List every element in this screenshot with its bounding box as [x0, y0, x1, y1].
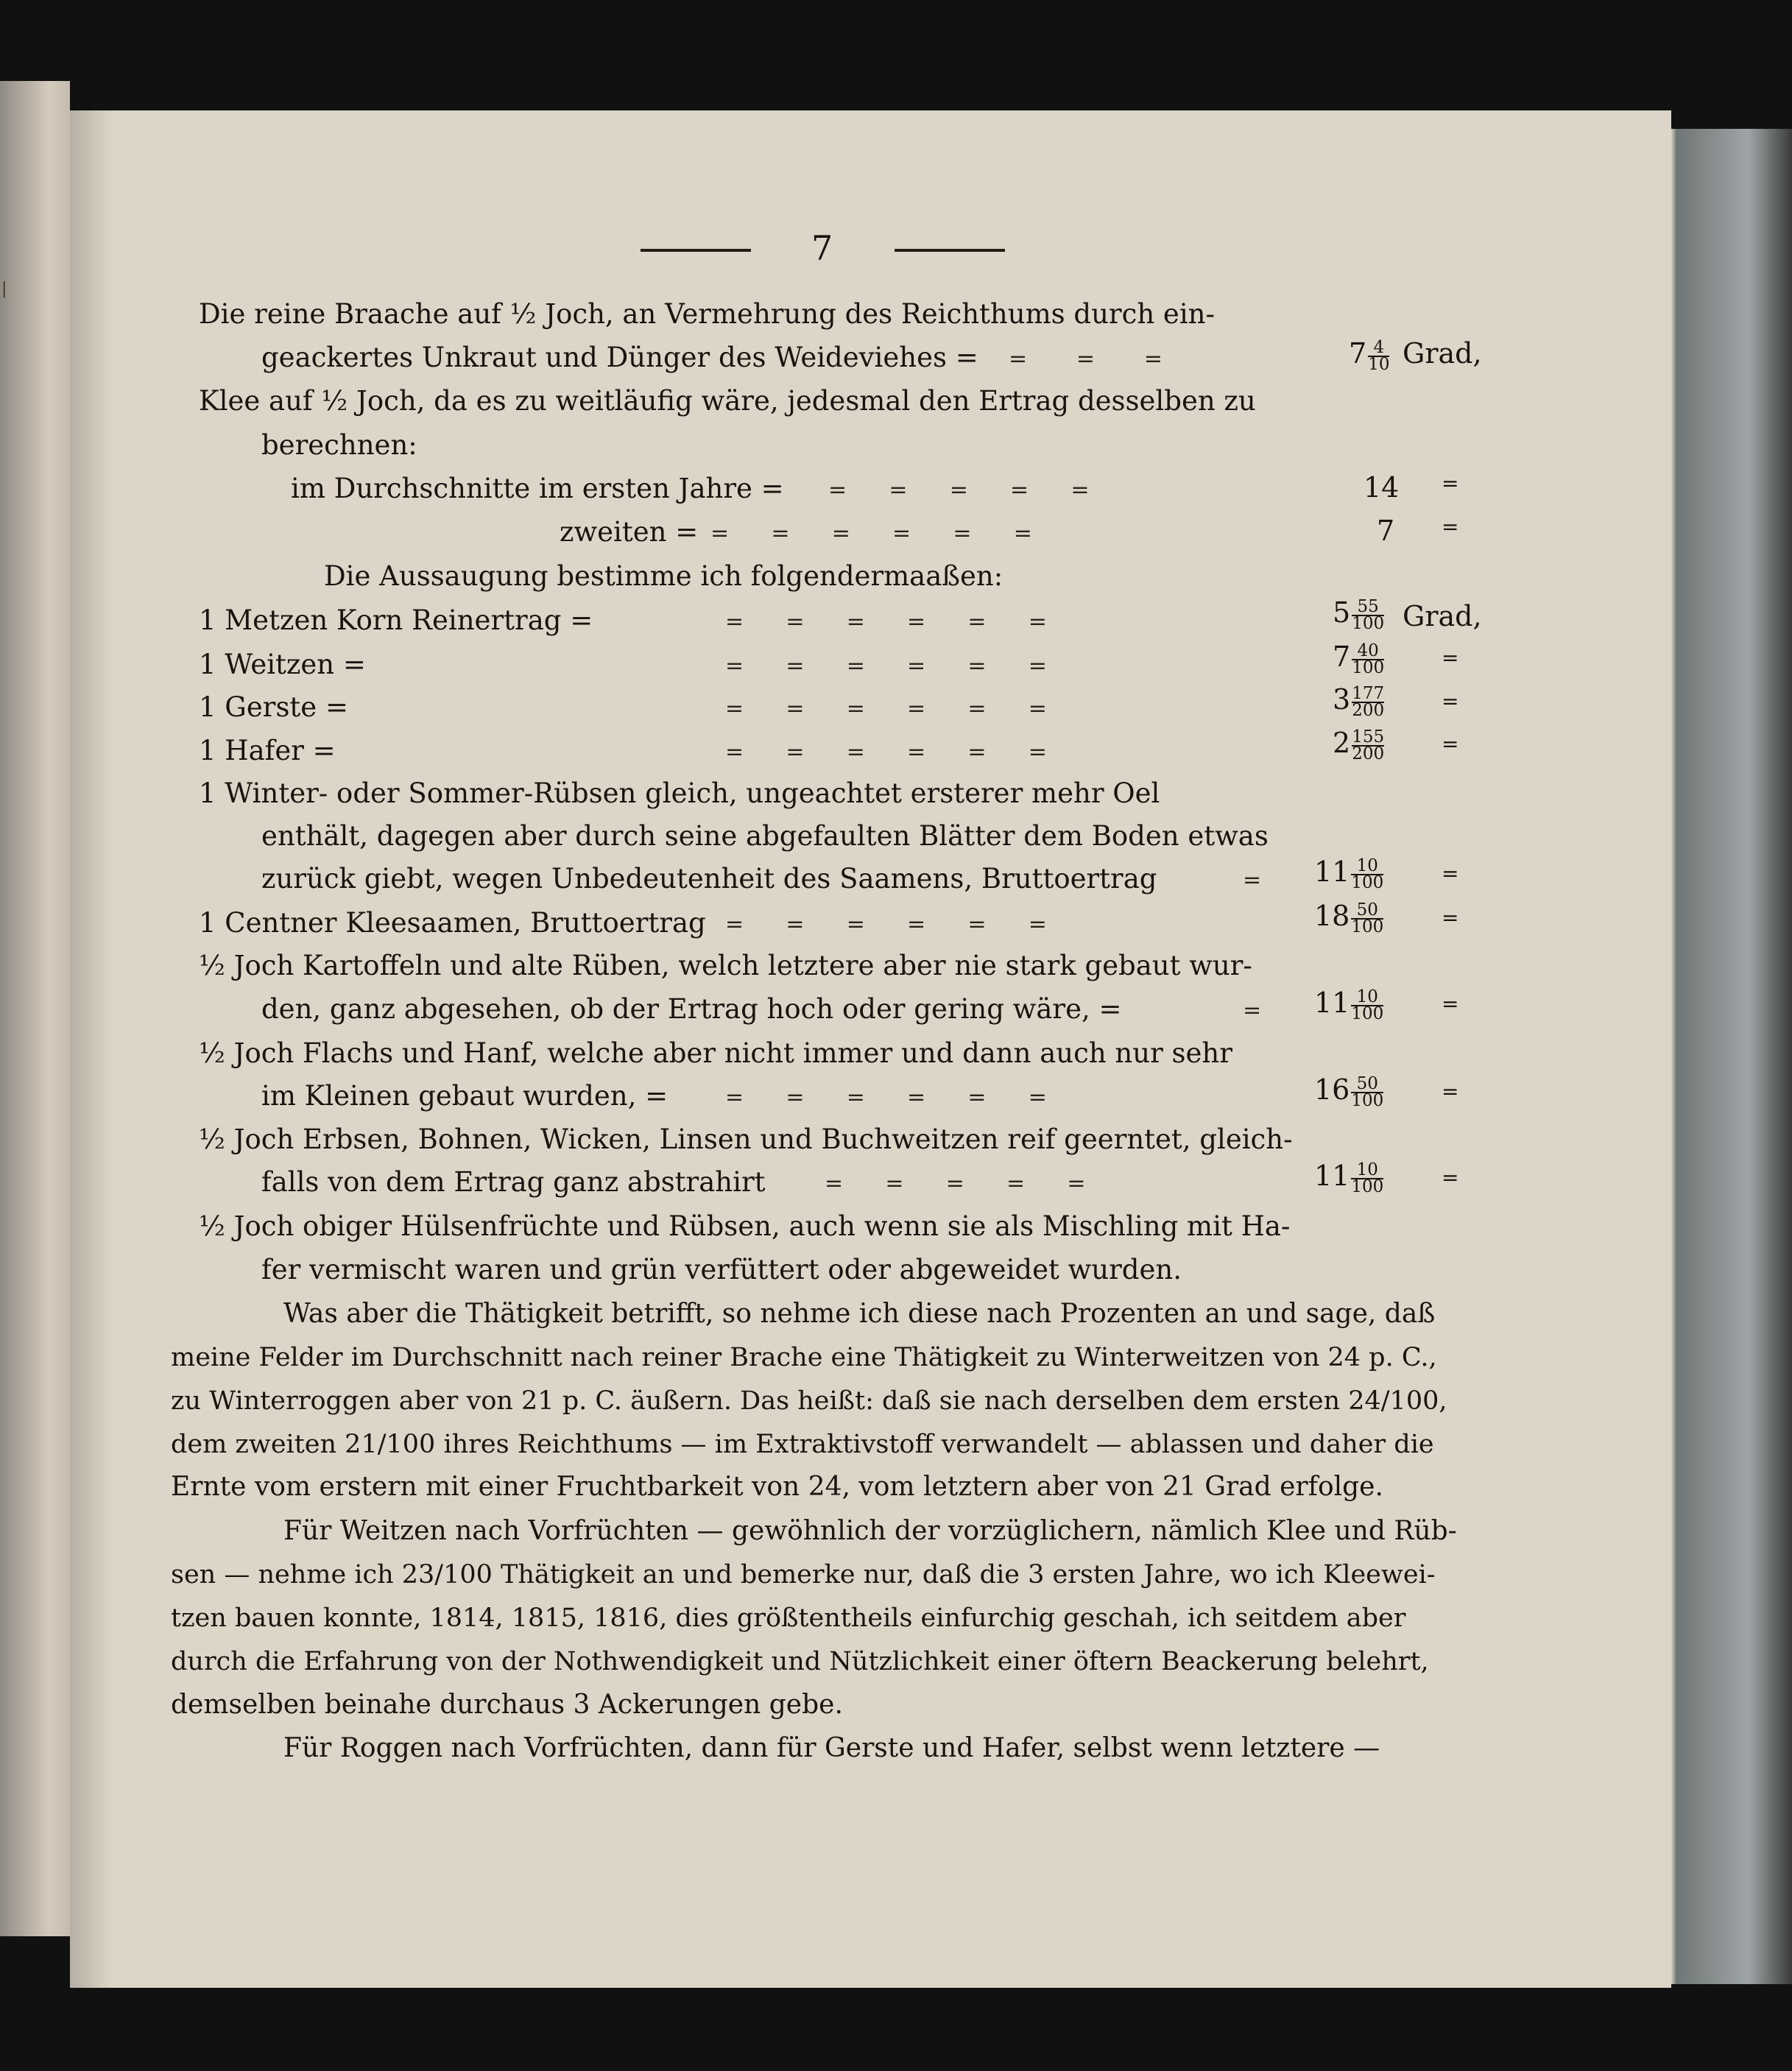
ditto-row: = = = = = =	[725, 911, 1047, 937]
text-line: Die reine Braache auf ½ Joch, an Vermehrung des Reichthums durch ein-	[199, 298, 1215, 330]
text-line: ½ Joch Erbsen, Bohnen, Wicken, Linsen und Buchweitzen reif geerntet, gleich-	[199, 1123, 1293, 1155]
value-korn: 5 $\frac{55}{100}$	[1333, 596, 1385, 633]
ditto-row: = = = = =	[828, 477, 1090, 503]
header-rule-right	[895, 249, 1005, 252]
page-header	[641, 228, 1009, 268]
ditto-row: = = = = = =	[725, 653, 1047, 679]
facing-page-edge	[0, 81, 70, 1936]
text-line: ½ Joch Kartoffeln und alte Rüben, welch letztere aber nie stark gebaut wur-	[199, 950, 1252, 981]
text-line: falls von dem Ertrag ganz abstrahirt	[261, 1166, 766, 1198]
text-line: 1 Centner Kleesaamen, Bruttoertrag	[199, 907, 706, 939]
value-kartoffeln: 11 $\frac{10}{100}$	[1314, 987, 1384, 1023]
text-line: ½ Joch obiger Hülsenfrüchte und Rübsen, auch wenn sie als Mischling mit Ha-	[199, 1210, 1291, 1242]
ditto-mark: =	[1442, 689, 1459, 713]
text-line: tzen bauen konnte, 1814, 1815, 1816, dies größtentheils einfurchig geschah, ich seitdem aber	[171, 1603, 1406, 1633]
text-line: Was aber die Thätigkeit betrifft, so nehme ich diese nach Prozenten an und sage, daß	[283, 1299, 1436, 1329]
text-line: Die Aussaugung bestimme ich folgendermaaßen:	[324, 560, 1003, 592]
gutter-shadow	[70, 110, 114, 1988]
unit-label: Grad,	[1403, 337, 1482, 370]
ditto-mark: =	[1442, 906, 1459, 930]
text-line: Für Roggen nach Vorfrüchten, dann für Gerste und Hafer, selbst wenn letztere —	[283, 1733, 1380, 1763]
text-line: meine Felder im Durchschnitt nach reiner Brache eine Thätigkeit zu Winterweitzen von 24 p. C.,	[171, 1343, 1437, 1372]
text-line: ½ Joch Flachs und Hanf, welche aber nicht immer und dann auch nur sehr	[199, 1037, 1232, 1069]
text-line: im Kleinen gebaut wurden, =	[261, 1080, 669, 1112]
ditto-mark: =	[1442, 732, 1459, 756]
ditto-row: = = = = = =	[725, 1084, 1047, 1110]
value-braache: 7 $\frac{4}{10}$	[1349, 337, 1390, 374]
value-flachs: 16 $\frac{50}{100}$	[1314, 1073, 1384, 1110]
text-line: geackertes Unkraut und Dünger des Weideviehes =	[261, 342, 978, 373]
value-gerste: 3 $\frac{177}{200}$	[1333, 683, 1385, 720]
ditto-row: = = =	[1009, 346, 1163, 372]
page-number: 7	[811, 228, 833, 268]
text-line: im Durchschnitte im ersten Jahre =	[291, 473, 784, 504]
text-line: 1 Hafer =	[199, 735, 336, 766]
text-line: demselben beinahe durchaus 3 Ackerungen gebe.	[171, 1690, 843, 1720]
text-line: zurück giebt, wegen Unbedeutenheit des Saamens, Bruttoertrag	[261, 863, 1157, 895]
ditto-mark: =	[1442, 1165, 1459, 1190]
text-line: Klee auf ½ Joch, da es zu weitläufig wäre, jedesmal den Ertrag desselben zu	[199, 385, 1256, 417]
unit-label: Grad,	[1403, 600, 1482, 632]
ditto-row: = = = = = =	[710, 521, 1032, 546]
text-line: zu Winterroggen aber von 21 p. C. äußern. Das heißt: daß sie nach derselben dem ersten 24/100,	[171, 1386, 1447, 1416]
ditto-row: = = = = = =	[725, 609, 1047, 635]
text-line: zweiten =	[560, 516, 699, 548]
value-hafer: 2 $\frac{155}{200}$	[1333, 727, 1385, 763]
text-line: 1 Gerste =	[199, 691, 348, 723]
ditto-mark: =	[1442, 646, 1459, 670]
value-erbsen: 11 $\frac{10}{100}$	[1314, 1160, 1384, 1196]
ditto-mark: =	[1442, 1079, 1459, 1104]
value-kleesaamen: 18 $\frac{50}{100}$	[1314, 900, 1384, 936]
ditto-row: =	[1243, 867, 1262, 893]
text-line: dem zweiten 21/100 ihres Reichthums — im Extraktivstoff verwandelt — ablassen und daher die	[171, 1430, 1434, 1459]
value-klee-second-year: 7	[1377, 515, 1395, 547]
ditto-row: = = = = = =	[725, 696, 1047, 722]
header-rule-left	[641, 249, 751, 252]
text-line: fer vermischt waren und grün verfüttert oder abgeweidet wurden.	[261, 1254, 1182, 1285]
value-ruebsen: 11 $\frac{10}{100}$	[1314, 855, 1384, 892]
value-weitzen: 7 $\frac{40}{100}$	[1333, 641, 1385, 677]
value-klee-first-year: 14	[1364, 471, 1400, 504]
text-line: 1 Metzen Korn Reinertrag =	[199, 604, 593, 636]
text-line: 1 Winter- oder Sommer-Rübsen gleich, ungeachtet ersterer mehr Oel	[199, 777, 1160, 809]
ditto-mark: =	[1442, 992, 1459, 1016]
ditto-mark: =	[1442, 861, 1459, 886]
ditto-row: = = = = =	[825, 1171, 1086, 1196]
ditto-row: = = = = = =	[725, 739, 1047, 765]
text-line: sen — nehme ich 23/100 Thätigkeit an und bemerke nur, daß die 3 ersten Jahre, wo ich Kleewei-	[171, 1560, 1436, 1590]
ditto-mark: =	[1442, 515, 1459, 539]
text-line: 1 Weitzen =	[199, 649, 366, 680]
text-line: Ernte vom erstern mit einer Fruchtbarkeit von 24, vom letztern aber von 21 Grad erfolge.	[171, 1472, 1383, 1502]
ditto-mark: =	[1442, 471, 1459, 495]
margin-mark: |	[1, 280, 7, 298]
text-line: durch die Erfahrung von der Nothwendigkeit und Nützlichkeit einer öftern Beackerung belehrt,	[171, 1647, 1429, 1676]
text-line: den, ganz abgesehen, ob der Ertrag hoch oder gering wäre, =	[261, 993, 1122, 1025]
text-line: berechnen:	[261, 429, 417, 461]
text-line: Für Weitzen nach Vorfrüchten — gewöhnlich der vorzüglichern, nämlich Klee und Rüb-	[283, 1516, 1457, 1546]
text-line: enthält, dagegen aber durch seine abgefaulten Blätter dem Boden etwas	[261, 820, 1269, 852]
book-cover-board	[1660, 129, 1792, 1984]
ditto-row: =	[1243, 998, 1262, 1023]
